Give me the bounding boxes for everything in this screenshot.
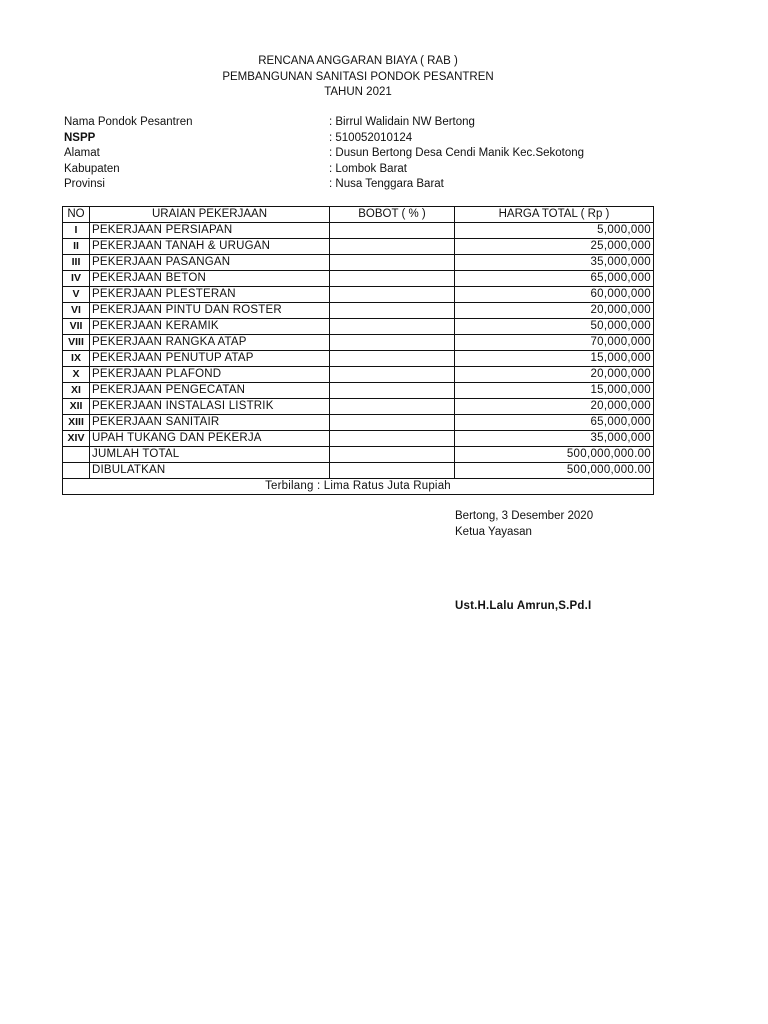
table-row (63, 383, 654, 399)
row-description: PEKERJAAN PENGECATAN (90, 383, 330, 399)
row-description: PEKERJAAN TANAH & URUGAN (90, 239, 330, 255)
in-words-row (63, 479, 654, 495)
title-line-2: PEMBANGUNAN SANITASI PONDOK PESANTREN (222, 70, 494, 83)
title-line-1: RENCANA ANGGARAN BIAYA ( RAB ) (258, 55, 458, 67)
place-date: Bertong, 3 Desember 2020 (455, 510, 594, 522)
row-weight (330, 223, 455, 239)
table-row (63, 415, 654, 431)
row-no: VIII (63, 335, 90, 351)
row-amount: 15,000,000 (455, 383, 654, 399)
total-row (63, 447, 654, 463)
row-description: PEKERJAAN RANGKA ATAP (90, 335, 330, 351)
total-weight-cell (330, 447, 455, 463)
total-no-cell (63, 447, 90, 463)
row-weight (330, 303, 455, 319)
table-row (63, 335, 654, 351)
total-label: JUMLAH TOTAL (90, 447, 330, 463)
rounded-no-cell (63, 463, 90, 479)
row-description: PEKERJAAN BETON (90, 271, 330, 287)
info-label: NSPP (64, 131, 96, 144)
table-header-row (63, 207, 654, 223)
row-weight (330, 255, 455, 271)
row-no: XIII (63, 415, 90, 431)
row-no: XIV (63, 431, 90, 447)
row-amount: 15,000,000 (455, 351, 654, 367)
row-amount: 65,000,000 (455, 415, 654, 431)
row-no: III (63, 255, 90, 271)
row-no: XI (63, 383, 90, 399)
info-value: : Lombok Barat (329, 162, 407, 175)
info-label: Nama Pondok Pesantren (64, 116, 193, 128)
signature-block (455, 508, 593, 540)
info-label: Kabupaten (64, 162, 120, 175)
row-amount: 35,000,000 (455, 255, 654, 271)
table-row (63, 351, 654, 367)
row-amount: 20,000,000 (455, 399, 654, 415)
info-value: : 510052010124 (329, 131, 413, 144)
signer-role: Ketua Yayasan (455, 526, 532, 538)
row-description: PEKERJAAN PLESTERAN (90, 287, 330, 303)
row-no: II (63, 239, 90, 255)
rounded-label: DIBULATKAN (90, 463, 330, 479)
row-amount: 35,000,000 (455, 431, 654, 447)
row-weight (330, 319, 455, 335)
row-amount: 20,000,000 (455, 303, 654, 319)
table-row (63, 399, 654, 415)
table-row (63, 367, 654, 383)
row-amount: 60,000,000 (455, 287, 654, 303)
row-amount: 70,000,000 (455, 335, 654, 351)
table-row (63, 255, 654, 271)
table-row (63, 239, 654, 255)
table-row (63, 223, 654, 239)
row-amount: 65,000,000 (455, 271, 654, 287)
row-amount: 25,000,000 (455, 239, 654, 255)
title-line-3: TAHUN 2021 (324, 86, 392, 98)
row-description: PEKERJAAN PERSIAPAN (90, 223, 330, 239)
info-value: : Nusa Tenggara Barat (329, 178, 444, 190)
row-no: XII (63, 399, 90, 415)
row-no: IX (63, 351, 90, 367)
row-description: PEKERJAAN PENUTUP ATAP (90, 351, 330, 367)
row-weight (330, 239, 455, 255)
info-value: : Birrul Walidain NW Bertong (329, 116, 475, 128)
table-row (63, 303, 654, 319)
row-amount: 5,000,000 (455, 223, 654, 239)
row-no: X (63, 367, 90, 383)
row-description: PEKERJAAN SANITAIR (90, 415, 330, 431)
row-no: I (63, 223, 90, 239)
row-weight (330, 415, 455, 431)
rounded-weight-cell (330, 463, 455, 479)
row-description: PEKERJAAN PINTU DAN ROSTER (90, 303, 330, 319)
document-title (0, 54, 716, 101)
row-no: VII (63, 319, 90, 335)
signer-name: Ust.H.Lalu Amrun,S.Pd.I (455, 600, 592, 612)
header-description: URAIAN PEKERJAAN (90, 207, 330, 223)
info-label: Alamat (64, 147, 100, 159)
row-amount: 20,000,000 (455, 367, 654, 383)
info-value: : Dusun Bertong Desa Cendi Manik Kec.Sekotong (329, 147, 585, 159)
header-no: NO (63, 207, 90, 223)
table-row (63, 319, 654, 335)
row-description: UPAH TUKANG DAN PEKERJA (90, 431, 330, 447)
row-weight (330, 383, 455, 399)
row-weight (330, 399, 455, 415)
row-weight (330, 367, 455, 383)
info-label: Provinsi (64, 178, 105, 190)
row-weight (330, 335, 455, 351)
budget-table (62, 206, 654, 495)
row-weight (330, 351, 455, 367)
row-amount: 50,000,000 (455, 319, 654, 335)
header-weight: BOBOT ( % ) (330, 207, 455, 223)
row-weight (330, 287, 455, 303)
row-weight (330, 271, 455, 287)
rounded-row (63, 463, 654, 479)
row-description: PEKERJAAN PLAFOND (90, 367, 330, 383)
header-total-price: HARGA TOTAL ( Rp ) (455, 207, 654, 223)
table-row (63, 431, 654, 447)
row-no: IV (63, 271, 90, 287)
table-row (63, 271, 654, 287)
total-amount: 500,000,000.00 (455, 447, 654, 463)
row-description: PEKERJAAN KERAMIK (90, 319, 330, 335)
row-no: VI (63, 303, 90, 319)
rounded-amount: 500,000,000.00 (455, 463, 654, 479)
row-weight (330, 431, 455, 447)
amount-in-words: Terbilang : Lima Ratus Juta Rupiah (63, 479, 654, 495)
row-description: PEKERJAAN INSTALASI LISTRIK (90, 399, 330, 415)
row-no: V (63, 287, 90, 303)
row-description: PEKERJAAN PASANGAN (90, 255, 330, 271)
table-row (63, 287, 654, 303)
